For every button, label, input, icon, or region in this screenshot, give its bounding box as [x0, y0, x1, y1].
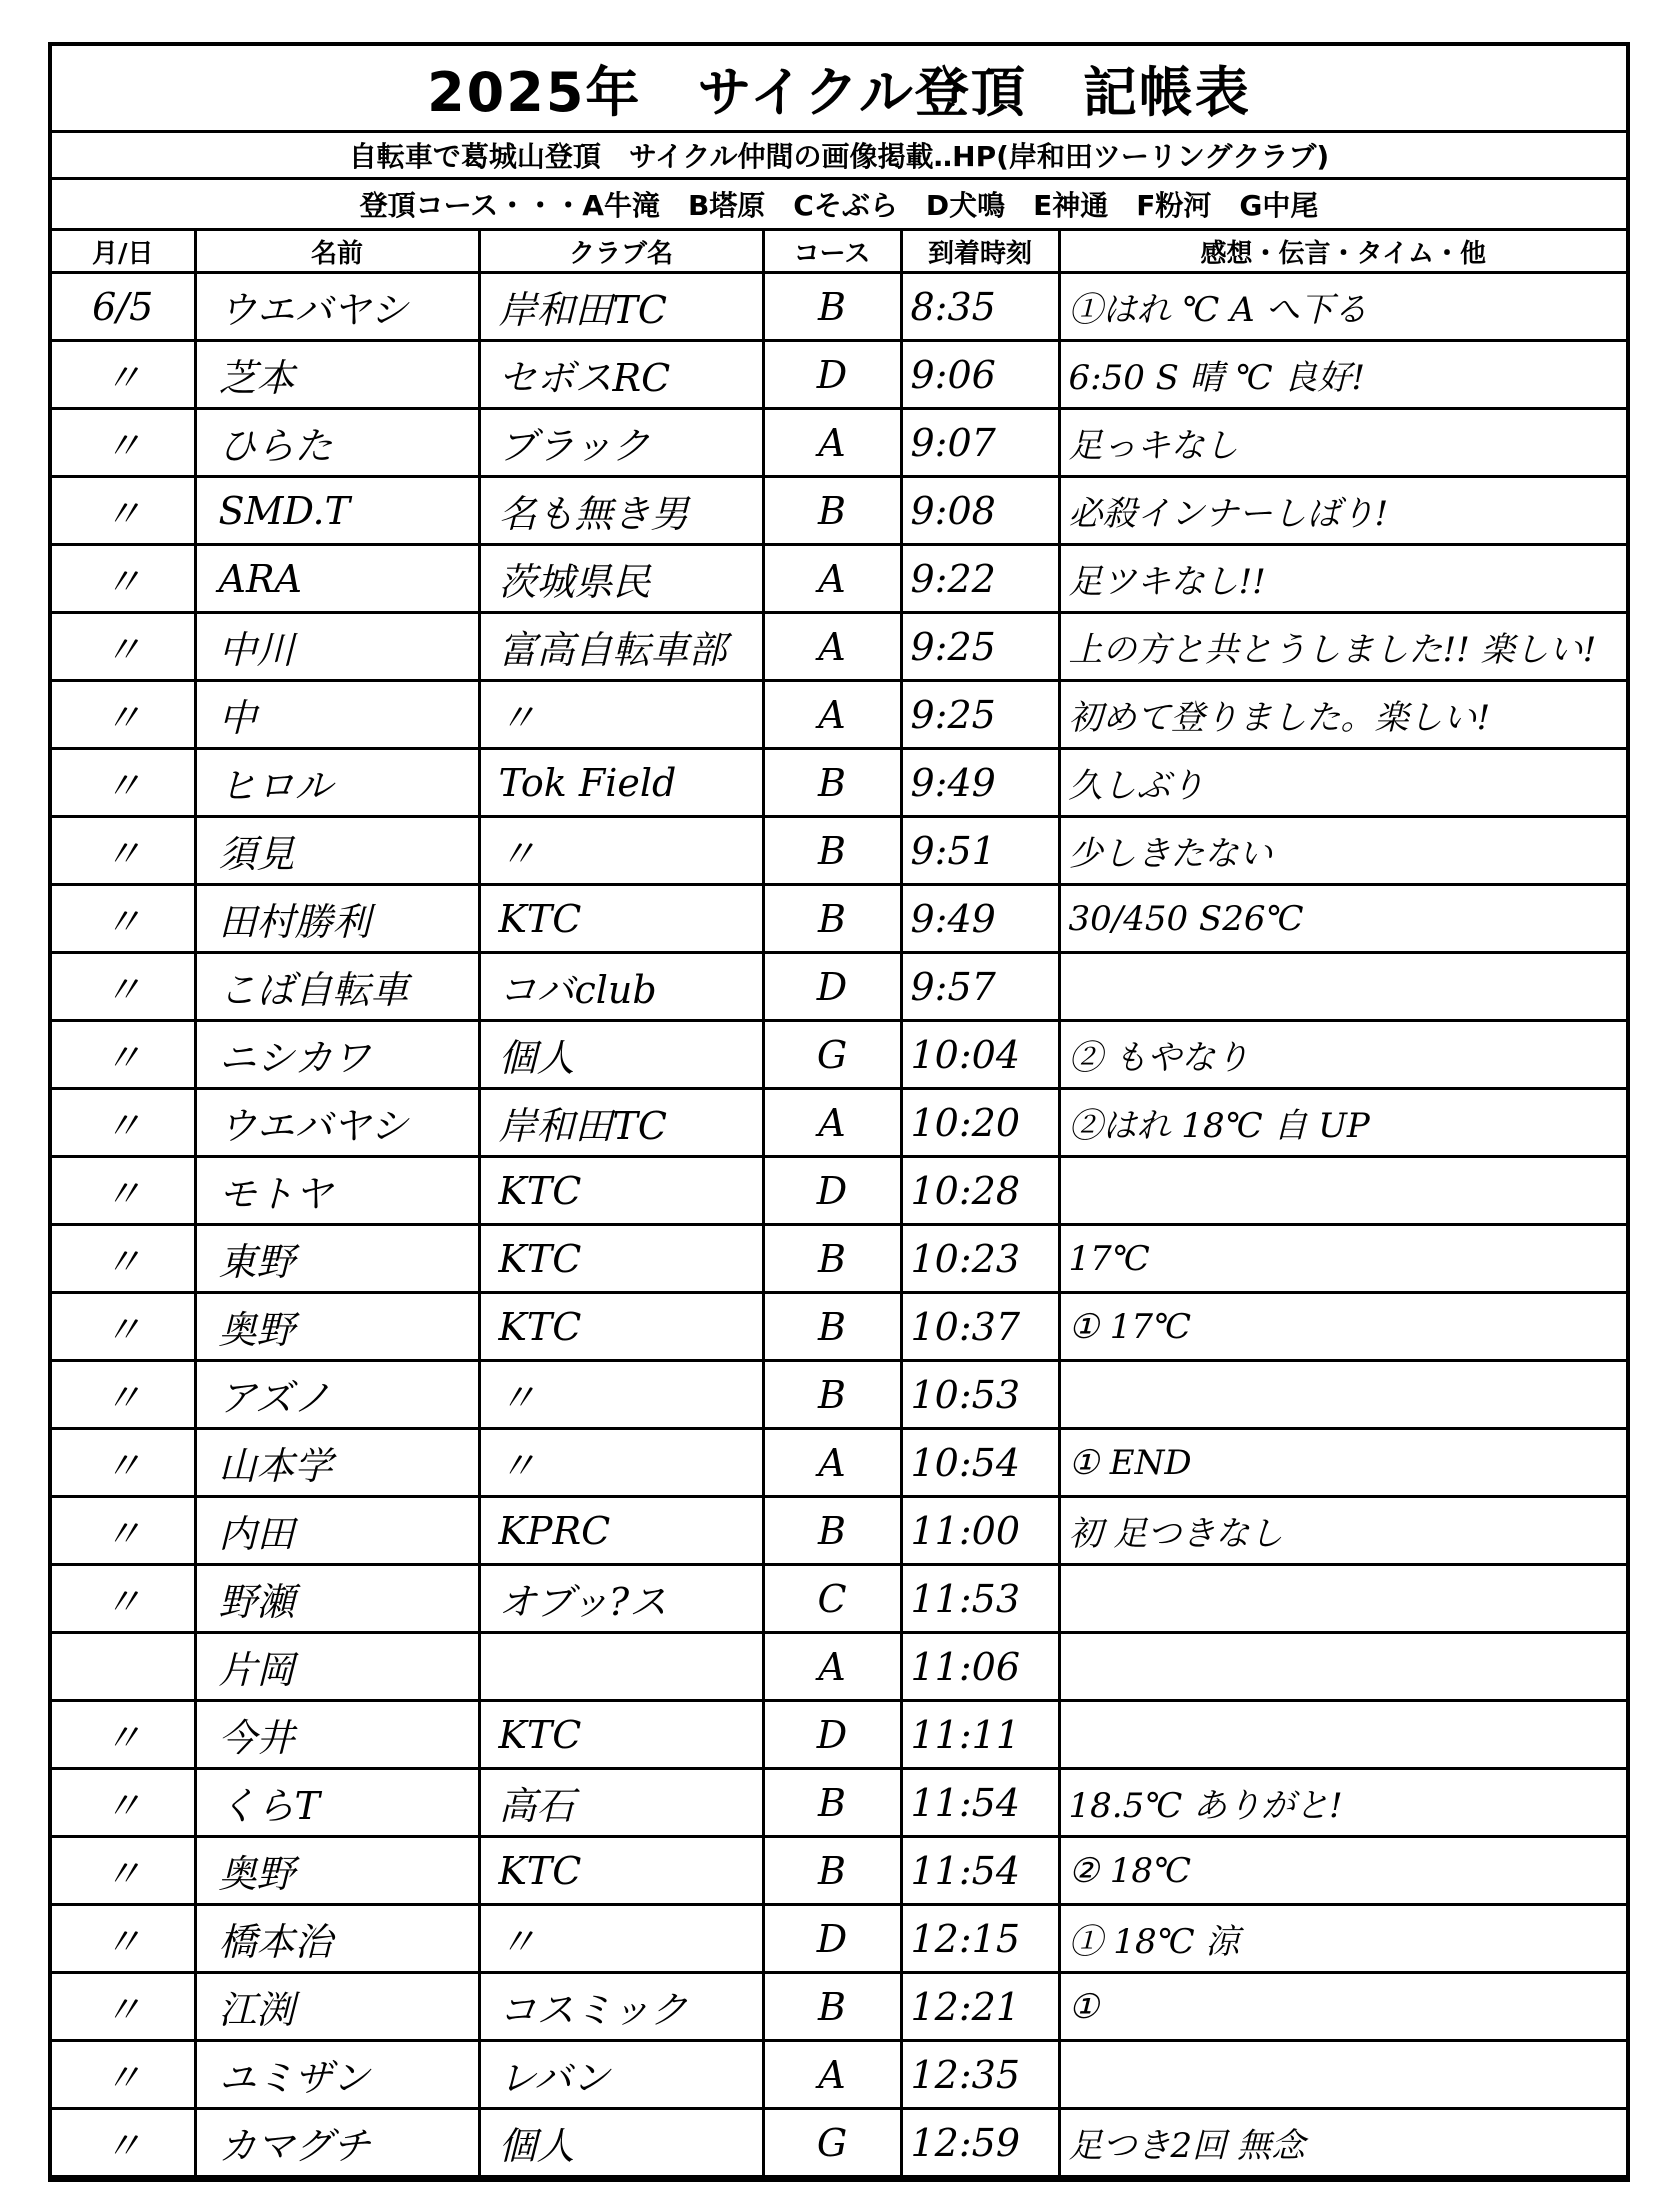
name-cell: ニシカワ: [195, 1021, 479, 1089]
club-cell: 〃: [479, 1361, 763, 1429]
table-row: [52, 1905, 1626, 1973]
header-name: 名前: [195, 231, 479, 273]
time-cell: 10:54: [901, 1429, 1059, 1497]
name-cell: 野瀬: [195, 1565, 479, 1633]
name-cell: 片岡: [195, 1633, 479, 1701]
course-cell: A: [763, 1429, 901, 1497]
name-cell: カマグチ: [195, 2109, 479, 2177]
table-row: [52, 409, 1626, 477]
time-cell: 11:54: [901, 1837, 1059, 1905]
club-cell: 個人: [479, 2109, 763, 2177]
note-cell: [1059, 1157, 1626, 1225]
time-cell: 9:08: [901, 477, 1059, 545]
log-body: [52, 273, 1626, 2177]
date-cell: 〃: [52, 1361, 195, 1429]
course-cell: A: [763, 1089, 901, 1157]
course-cell: D: [763, 1157, 901, 1225]
table-row: [52, 1157, 1626, 1225]
note-cell: 17℃: [1059, 1225, 1626, 1293]
name-cell: ヒロル: [195, 749, 479, 817]
time-cell: 9:49: [901, 885, 1059, 953]
note-cell: 初 足つきなし: [1059, 1497, 1626, 1565]
date-cell: 〃: [52, 885, 195, 953]
note-cell: [1059, 1565, 1626, 1633]
club-cell: 〃: [479, 817, 763, 885]
club-cell: 個人: [479, 1021, 763, 1089]
page-title: 2025年 サイクル登頂 記帳表: [427, 60, 1251, 124]
club-cell: KTC: [479, 1293, 763, 1361]
time-cell: 10:04: [901, 1021, 1059, 1089]
course-cell: A: [763, 545, 901, 613]
time-cell: 12:15: [901, 1905, 1059, 1973]
course-cell: B: [763, 1973, 901, 2041]
header-club: クラブ名: [479, 231, 763, 273]
note-cell: 少しきたない: [1059, 817, 1626, 885]
time-cell: 12:35: [901, 2041, 1059, 2109]
log-table: [52, 231, 1626, 2178]
club-cell: KTC: [479, 1157, 763, 1225]
date-cell: 〃: [52, 1089, 195, 1157]
date-cell: 〃: [52, 341, 195, 409]
note-cell: ① 18℃ 涼: [1059, 1905, 1626, 1973]
name-cell: 山本学: [195, 1429, 479, 1497]
table-row: [52, 1633, 1626, 1701]
table-row: [52, 545, 1626, 613]
note-cell: 必殺インナーしばり!: [1059, 477, 1626, 545]
date-cell: 〃: [52, 953, 195, 1021]
club-cell: KTC: [479, 1837, 763, 1905]
note-cell: 30/450 S26℃: [1059, 885, 1626, 953]
club-cell: レバン: [479, 2041, 763, 2109]
table-row: [52, 681, 1626, 749]
table-row: [52, 885, 1626, 953]
club-cell: 〃: [479, 681, 763, 749]
date-cell: 〃: [52, 2041, 195, 2109]
club-cell: コスミック: [479, 1973, 763, 2041]
date-cell: 〃: [52, 613, 195, 681]
note-cell: ① 17℃: [1059, 1293, 1626, 1361]
course-cell: A: [763, 613, 901, 681]
club-cell: Tok Field: [479, 749, 763, 817]
date-cell: 〃: [52, 1769, 195, 1837]
date-cell: 6/5: [52, 273, 195, 341]
time-cell: 9:07: [901, 409, 1059, 477]
name-cell: こば自転車: [195, 953, 479, 1021]
club-cell: オブッ?ス: [479, 1565, 763, 1633]
course-cell: B: [763, 1837, 901, 1905]
table-row: [52, 1769, 1626, 1837]
time-cell: 9:51: [901, 817, 1059, 885]
course-cell: D: [763, 1701, 901, 1769]
subtitle-row: [52, 133, 1626, 180]
note-cell: 足ツキなし!!: [1059, 545, 1626, 613]
table-row: [52, 817, 1626, 885]
table-row: [52, 341, 1626, 409]
table-row: [52, 273, 1626, 341]
date-cell: 〃: [52, 817, 195, 885]
course-cell: A: [763, 2041, 901, 2109]
subtitle: 自転車で葛城山登頂 サイクル仲間の画像掲載‥HP(岸和田ツーリングクラブ): [348, 140, 1330, 173]
date-cell: 〃: [52, 545, 195, 613]
name-cell: 橋本治: [195, 1905, 479, 1973]
name-cell: 芝本: [195, 341, 479, 409]
date-cell: 〃: [52, 477, 195, 545]
table-header-row: [52, 231, 1626, 273]
time-cell: 10:28: [901, 1157, 1059, 1225]
course-cell: B: [763, 1497, 901, 1565]
note-cell: 久しぶり: [1059, 749, 1626, 817]
table-row: [52, 477, 1626, 545]
table-row: [52, 749, 1626, 817]
name-cell: 内田: [195, 1497, 479, 1565]
note-cell: [1059, 953, 1626, 1021]
club-cell: KTC: [479, 885, 763, 953]
course-cell: A: [763, 681, 901, 749]
header-course: コース: [763, 231, 901, 273]
club-cell: KTC: [479, 1225, 763, 1293]
course-cell: D: [763, 1905, 901, 1973]
time-cell: 11:00: [901, 1497, 1059, 1565]
table-row: [52, 1361, 1626, 1429]
name-cell: ウエバヤシ: [195, 273, 479, 341]
club-cell: 名も無き男: [479, 477, 763, 545]
club-cell: 岸和田TC: [479, 273, 763, 341]
time-cell: 11:11: [901, 1701, 1059, 1769]
time-cell: 9:25: [901, 681, 1059, 749]
note-cell: ② もやなり: [1059, 1021, 1626, 1089]
club-cell: [479, 1633, 763, 1701]
club-cell: コバclub: [479, 953, 763, 1021]
note-cell: 6:50 S 晴 ℃ 良好!: [1059, 341, 1626, 409]
club-cell: 岸和田TC: [479, 1089, 763, 1157]
name-cell: モトヤ: [195, 1157, 479, 1225]
note-cell: ①はれ ℃ A へ下る: [1059, 273, 1626, 341]
club-cell: 〃: [479, 1429, 763, 1497]
note-cell: [1059, 2041, 1626, 2109]
note-cell: ① END: [1059, 1429, 1626, 1497]
table-row: [52, 1293, 1626, 1361]
time-cell: 9:57: [901, 953, 1059, 1021]
time-cell: 10:23: [901, 1225, 1059, 1293]
course-cell: B: [763, 1225, 901, 1293]
course-cell: D: [763, 341, 901, 409]
title-row: [52, 46, 1626, 133]
course-cell: B: [763, 817, 901, 885]
table-row: [52, 1973, 1626, 2041]
date-cell: 〃: [52, 1565, 195, 1633]
note-cell: [1059, 1701, 1626, 1769]
course-cell: A: [763, 1633, 901, 1701]
note-cell: [1059, 1361, 1626, 1429]
note-cell: ①: [1059, 1973, 1626, 2041]
time-cell: 12:21: [901, 1973, 1059, 2041]
name-cell: 奥野: [195, 1293, 479, 1361]
date-cell: 〃: [52, 409, 195, 477]
note-cell: ② 18℃: [1059, 1837, 1626, 1905]
note-cell: 初めて登りました。楽しい!: [1059, 681, 1626, 749]
date-cell: 〃: [52, 1973, 195, 2041]
club-cell: 〃: [479, 1905, 763, 1973]
name-cell: 中川: [195, 613, 479, 681]
note-cell: 18.5℃ ありがと!: [1059, 1769, 1626, 1837]
name-cell: ひらた: [195, 409, 479, 477]
note-cell: 足つき2回 無念: [1059, 2109, 1626, 2177]
table-row: [52, 2041, 1626, 2109]
header-note: 感想・伝言・タイム・他: [1059, 231, 1626, 273]
name-cell: 中: [195, 681, 479, 749]
date-cell: 〃: [52, 1225, 195, 1293]
table-row: [52, 1497, 1626, 1565]
time-cell: 10:37: [901, 1293, 1059, 1361]
date-cell: 〃: [52, 681, 195, 749]
date-cell: 〃: [52, 1293, 195, 1361]
course-cell: B: [763, 1769, 901, 1837]
table-row: [52, 613, 1626, 681]
time-cell: 9:25: [901, 613, 1059, 681]
header-date: 月/日: [52, 231, 195, 273]
table-row: [52, 1429, 1626, 1497]
course-legend-row: [52, 180, 1626, 231]
date-cell: 〃: [52, 1497, 195, 1565]
date-cell: 〃: [52, 1905, 195, 1973]
date-cell: 〃: [52, 1701, 195, 1769]
name-cell: 江渕: [195, 1973, 479, 2041]
time-cell: 9:49: [901, 749, 1059, 817]
time-cell: 10:53: [901, 1361, 1059, 1429]
table-row: [52, 2109, 1626, 2177]
table-row: [52, 1701, 1626, 1769]
course-cell: B: [763, 885, 901, 953]
note-cell: 足っキなし: [1059, 409, 1626, 477]
table-row: [52, 1021, 1626, 1089]
time-cell: 10:20: [901, 1089, 1059, 1157]
time-cell: 9:06: [901, 341, 1059, 409]
name-cell: SMD.T: [195, 477, 479, 545]
club-cell: 富高自転車部: [479, 613, 763, 681]
club-cell: セボスRC: [479, 341, 763, 409]
name-cell: 今井: [195, 1701, 479, 1769]
course-cell: G: [763, 1021, 901, 1089]
course-legend: 登頂コース・・・A牛滝 B塔原 Cそぶら D犬鳴 E神通 F粉河 G中尾: [359, 189, 1319, 222]
table-row: [52, 1089, 1626, 1157]
name-cell: ARA: [195, 545, 479, 613]
name-cell: くらT: [195, 1769, 479, 1837]
table-row: [52, 1837, 1626, 1905]
club-cell: KTC: [479, 1701, 763, 1769]
note-cell: ②はれ 18℃ 自 UP: [1059, 1089, 1626, 1157]
date-cell: 〃: [52, 2109, 195, 2177]
date-cell: [52, 1633, 195, 1701]
time-cell: 8:35: [901, 273, 1059, 341]
course-cell: C: [763, 1565, 901, 1633]
table-row: [52, 1225, 1626, 1293]
table-row: [52, 1565, 1626, 1633]
club-cell: 茨城県民: [479, 545, 763, 613]
club-cell: ブラック: [479, 409, 763, 477]
note-cell: 上の方と共とうしました!! 楽しい!: [1059, 613, 1626, 681]
course-cell: B: [763, 1361, 901, 1429]
date-cell: 〃: [52, 1021, 195, 1089]
note-cell: [1059, 1633, 1626, 1701]
club-cell: KPRC: [479, 1497, 763, 1565]
name-cell: 奥野: [195, 1837, 479, 1905]
time-cell: 11:06: [901, 1633, 1059, 1701]
time-cell: 11:53: [901, 1565, 1059, 1633]
date-cell: 〃: [52, 749, 195, 817]
date-cell: 〃: [52, 1157, 195, 1225]
name-cell: 田村勝利: [195, 885, 479, 953]
club-cell: 高石: [479, 1769, 763, 1837]
log-sheet: [48, 42, 1630, 2182]
header-time: 到着時刻: [901, 231, 1059, 273]
course-cell: B: [763, 1293, 901, 1361]
name-cell: 須見: [195, 817, 479, 885]
course-cell: D: [763, 953, 901, 1021]
date-cell: 〃: [52, 1837, 195, 1905]
date-cell: 〃: [52, 1429, 195, 1497]
time-cell: 11:54: [901, 1769, 1059, 1837]
name-cell: アズノ: [195, 1361, 479, 1429]
table-row: [52, 953, 1626, 1021]
course-cell: B: [763, 273, 901, 341]
course-cell: B: [763, 477, 901, 545]
name-cell: ウエバヤシ: [195, 1089, 479, 1157]
name-cell: ユミザン: [195, 2041, 479, 2109]
time-cell: 9:22: [901, 545, 1059, 613]
name-cell: 東野: [195, 1225, 479, 1293]
course-cell: G: [763, 2109, 901, 2177]
time-cell: 12:59: [901, 2109, 1059, 2177]
course-cell: B: [763, 749, 901, 817]
course-cell: A: [763, 409, 901, 477]
